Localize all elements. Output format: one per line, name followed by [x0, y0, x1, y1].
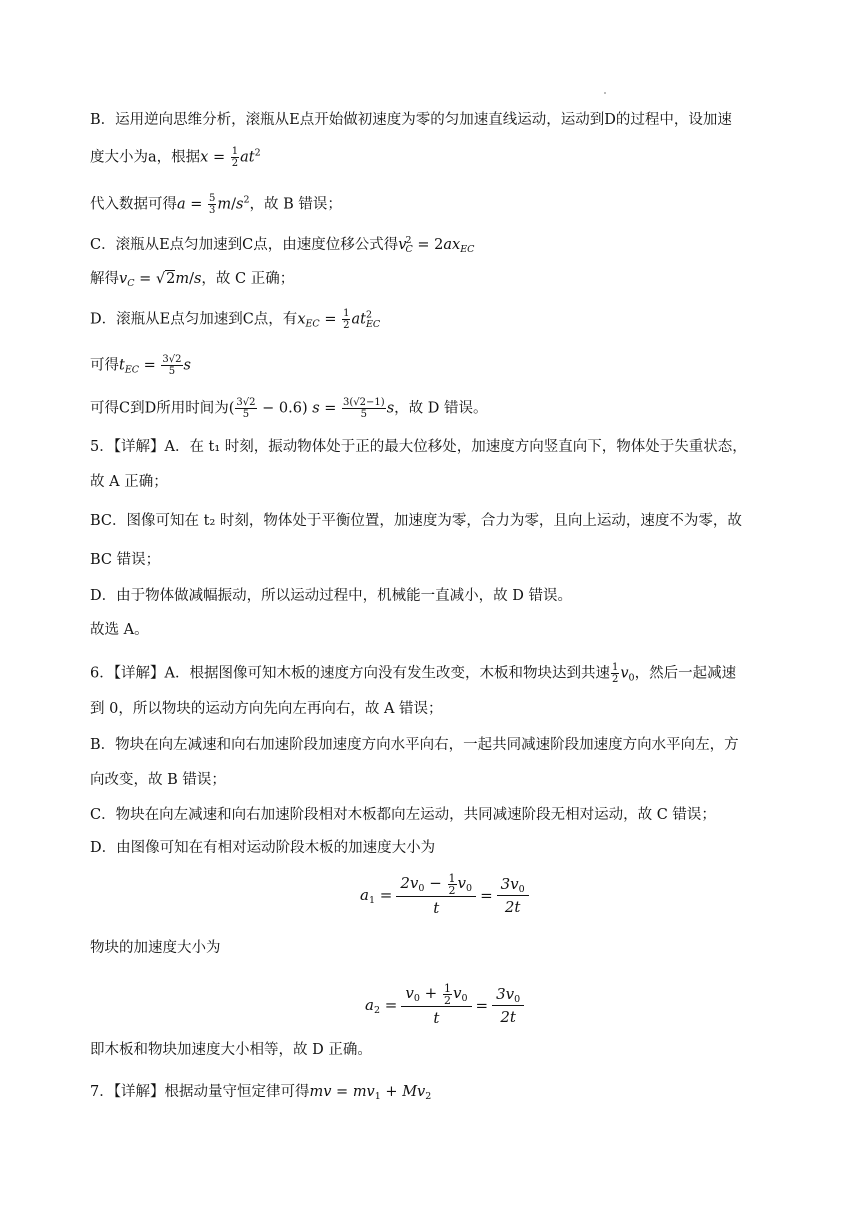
q5-line-2: 故 A 正确； [90, 474, 168, 490]
q7-line-1: 7．【详解】根据动量守恒定律可得mv = $mv_1 + Mv_2$ [90, 1084, 432, 1102]
section-d-line-2: 可得$t_{EC}$ = $\frac{3√2}{5}$ s [90, 354, 191, 377]
section-b-line-3: 代入数据可得a = $\frac{5}{3}$ $m/s^2$，故 B 错误； [90, 193, 342, 216]
q6-line-6: D．由图像可知在有相对运动阶段木板的加速度大小为 [90, 840, 436, 856]
scan-dot [604, 92, 606, 94]
equation-a2: $a_2$ = $v_0$ + $\frac{1}{2}$ $v_0$ t = $\frac{3v_0}{2t}$ [365, 982, 528, 1029]
q5-line-1: 5．【详解】A．在 t₁ 时刻，振动物体处于正的最大位移处，加速度方向竖直向下，物体处于失重状态， [90, 439, 747, 455]
q6-line-2: 到 0，所以物块的运动方向先向左再向右，故 A 错误； [90, 701, 443, 717]
q6-line-7: 物块的加速度大小为 [90, 940, 221, 956]
q5-line-6: 故选 A。 [90, 622, 149, 638]
q6-line-8: 即木板和物块加速度大小相等，故 D 正确。 [90, 1042, 372, 1058]
q6-line-5: C．物块在向左减速和向右加速阶段相对木板都向左运动，共同减速阶段无相对运动，故 C 错误； [90, 807, 716, 823]
section-c-line-1: C．滚瓶从E点匀加速到C点，由速度位移公式得$v^2_C = 2ax_{EC}$ [90, 235, 475, 255]
q5-line-5: D．由于物体做减幅振动，所以运动过程中，机械能一直减小，故 D 错误。 [90, 588, 572, 604]
section-c-line-2: 解得$v_C = √2m/s$，故 C 正确； [90, 271, 295, 289]
q6-line-1: 6．【详解】A．根据图像可知木板的速度方向没有发生改变，木板和物块达到共速 $\frac{1}{2}$ $v_0$，然后一起减速 [90, 662, 737, 685]
section-b-line-2: 度大小为a，根据x = $\frac{1}{2}$ $at^2$ [90, 146, 261, 169]
q5-line-4: BC 错误； [90, 552, 161, 568]
section-d-line-1: D．滚瓶从E点匀加速到C点，有$x_{EC}$ = $\frac{1}{2}$ $at^2_{EC}$ [90, 308, 381, 331]
section-d-line-3: 可得C到D所用时间为( $\frac{3√2}{5}$ − 0.6) s = $\frac{3(√2-1)}{5}$ s，故 D 错误。 [90, 397, 488, 420]
q6-line-3: B．物块在向左减速和向右加速阶段加速度方向水平向右，一起共同减速阶段加速度方向水平向左，方 [90, 737, 739, 753]
q5-line-3: BC．图像可知在 t₂ 时刻，物体处于平衡位置，加速度为零，合力为零，且向上运动，速度不为零，故 [90, 513, 742, 529]
section-b-line-1: B．运用逆向思维分析，滚瓶从E点开始做初速度为零的匀加速直线运动，运动到D的过程中，设加速 [90, 112, 732, 128]
equation-a1: $a_1$ = $2v_0$ − $\frac{1}{2}$ $v_0$ t = $\frac{3v_0}{2t}$ [360, 872, 533, 919]
q6-line-4: 向改变，故 B 错误； [90, 772, 226, 788]
